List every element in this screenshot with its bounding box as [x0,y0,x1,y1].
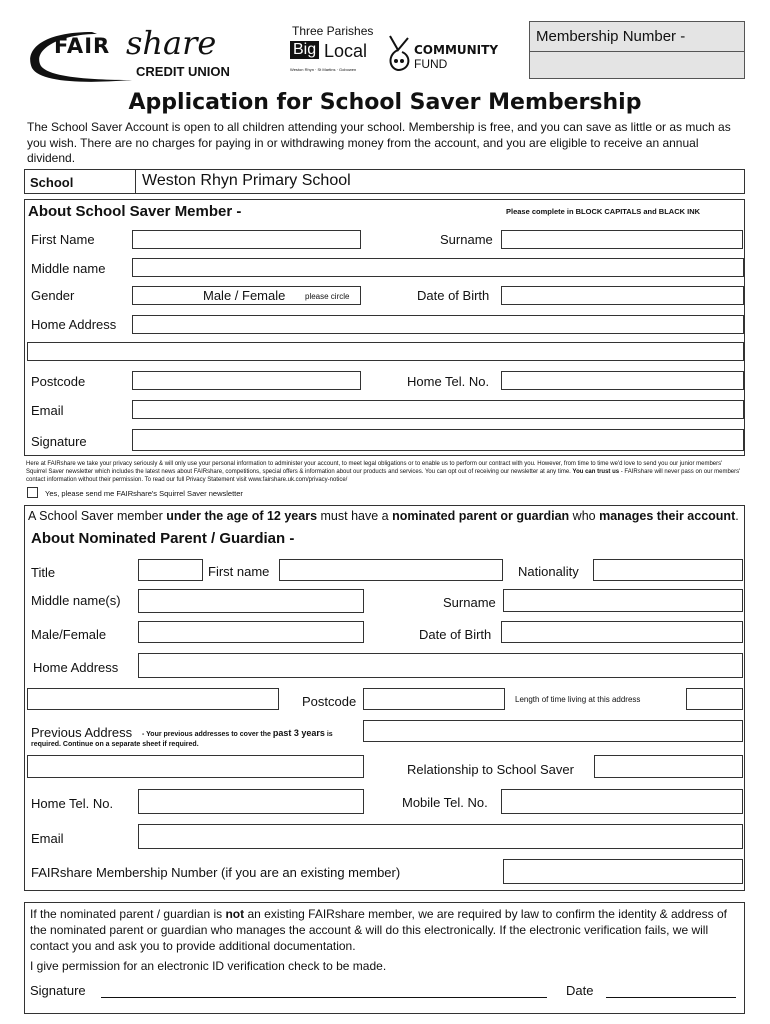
guardian-gender-label: Male/Female [31,627,107,642]
relationship-input[interactable] [594,755,743,778]
school-divider [135,170,136,193]
big-badge: Big [290,41,319,59]
postcode-input[interactable] [132,371,361,390]
guardian-intro [28,509,739,523]
community-text: COMMUNITY [414,43,499,57]
postcode-label: Postcode [31,374,86,389]
membership-number-label: Membership Number - [536,28,686,45]
guardian-intro-1: A School Saver member [28,509,167,523]
fund-text: FUND [414,57,448,71]
local-text: Local [324,41,368,61]
home-address-label: Home Address [31,317,117,332]
guardian-intro-7: . [735,509,739,523]
school-label: School [30,175,74,190]
intro-text: The School Saver Account is open to all children attending your school. Membership is free, and you can save as little or as much as you wish. There are no charges for paying in or withdrawing money from the account, and you are eligible to receive an annual dividend. [27,120,731,165]
home-address-input-2[interactable] [27,342,744,361]
privacy-trust: You can trust us [572,469,620,475]
surname-input[interactable] [501,230,743,249]
guardian-intro-6: manages their account [599,509,736,523]
dob-input[interactable] [501,286,744,305]
member-heading: About School Saver Member - [28,203,242,220]
newsletter-label: Yes, please send me FAIRshare's Squirrel Saver newsletter [45,489,243,498]
signature-input[interactable] [132,429,744,451]
privacy-text: Here at FAIRshare we take your privacy seriously & will only use your personal information to administer your account, to meet legal obligations or to enable us to perform our contract with you. However, from time to time we'd love to send you our junior members' Squirrel Saver newsletter which includes the latest news about FAIRshare, competitions, special offers & information about our products and services. You can opt out of receiving our newsletter at any time. [26,461,723,475]
guardian-email-input[interactable] [138,824,743,849]
membership-number-box[interactable] [529,21,745,79]
first-name-input[interactable] [132,230,361,249]
prev-note-3: is [324,731,333,738]
community-fund-logo [384,26,514,76]
consent-signature-label: Signature [30,983,86,998]
gender-label: Gender [31,288,75,303]
prev-note-2: past 3 years [272,728,325,738]
guardian-middle-names-input[interactable] [138,589,364,613]
previous-address-note-2: required. Continue on a separate sheet if required. [31,741,199,748]
home-tel-label: Home Tel. No. [407,374,490,389]
gender-options: Male / Female [203,288,286,303]
guardian-gender-input[interactable] [138,621,364,643]
consent-text-not: not [225,907,245,921]
consent-permission: I give permission for an electronic ID verification check to be made. [30,959,387,973]
consent-date-label: Date [566,983,594,998]
parishes-subtitle: Weston Rhyn · St Martins · Gobowen [290,67,357,72]
previous-address-input-2[interactable] [27,755,364,778]
school-field[interactable] [24,169,745,194]
privacy-notice [26,460,744,484]
guardian-home-tel-label: Home Tel. No. [31,796,114,811]
guardian-home-address-label: Home Address [33,660,119,675]
guardian-address-line-2[interactable] [27,688,279,710]
guardian-dob-input[interactable] [501,621,743,643]
guardian-intro-2: under the age of 12 years [166,509,318,523]
home-address-input-1[interactable] [132,315,744,334]
home-tel-input[interactable] [501,371,744,390]
gender-field[interactable] [132,286,361,305]
guardian-intro-4: nominated parent or guardian [392,509,570,523]
mobile-tel-label: Mobile Tel. No. [402,795,488,810]
first-name-label: First Name [31,232,95,247]
privacy-text-2: - FAIRshare will never pass on our members' contact information without their permission. To read our full Privacy Statement visit www.fairshare.uk.com/privacy-notice/ [26,469,741,483]
middle-name-input[interactable] [132,258,744,277]
fairshare-number-input[interactable] [503,859,743,884]
fairshare-number-label: FAIRshare Membership Number (if you are an existing member) [31,865,401,880]
logo-share: share [126,24,217,62]
mobile-tel-input[interactable] [501,789,743,814]
guardian-heading: About Nominated Parent / Guardian - [31,530,295,547]
fairshare-logo [22,22,247,84]
guardian-middle-names-label: Middle name(s) [31,593,121,608]
previous-address-input-1[interactable] [363,720,743,742]
guardian-title-input[interactable] [138,559,203,581]
logo-fair: FAIR [54,34,111,58]
consent-signature-line[interactable] [101,997,547,998]
please-circle-note: please circle [305,292,350,301]
guardian-intro-5: who [569,509,600,523]
logo-credit-union: CREDIT UNION [136,64,230,79]
previous-address-note [142,728,333,738]
prev-note-1: - Your previous addresses to cover the [142,731,273,738]
guardian-home-address-input[interactable] [138,653,743,678]
newsletter-checkbox[interactable] [27,487,38,498]
guardian-dob-label: Date of Birth [419,627,492,642]
consent-date-line[interactable] [606,997,736,998]
surname-label: Surname [440,232,493,247]
guardian-email-label: Email [31,831,64,846]
guardian-surname-label: Surname [443,595,496,610]
three-parishes: Three Parishes [292,24,374,38]
guardian-postcode-input[interactable] [363,688,505,710]
length-living-input[interactable] [686,688,743,710]
page-title: Application for School Saver Membership [128,90,642,115]
big-local-logo [290,24,380,76]
nationality-input[interactable] [593,559,743,581]
lottery-hand-icon [384,30,414,72]
guardian-home-tel-input[interactable] [138,789,364,814]
relationship-label: Relationship to School Saver [407,762,574,777]
guardian-title-label: Title [31,565,56,580]
guardian-first-name-label: First name [208,564,270,579]
email-label: Email [31,403,64,418]
membership-number-divider [530,51,744,52]
block-capitals-instruction: Please complete in BLOCK CAPITALS and BLACK INK [506,207,701,216]
length-living-label: Length of time living at this address [515,695,641,704]
middle-name-label: Middle name [31,261,106,276]
guardian-first-name-input[interactable] [279,559,503,581]
consent-text-a: If the nominated parent / guardian is [30,907,226,921]
consent-text-c: an existing FAIRshare member, we are required by law to confirm the identity & address of the nominated parent or guardian who manages the account & will do this electronically. If the electronic verification fails, we will contact you and ask you to provide additional documentation. [30,907,728,953]
nationality-label: Nationality [518,564,579,579]
guardian-intro-3: must have a [317,509,393,523]
guardian-postcode-label: Postcode [302,694,357,709]
previous-address-label: Previous Address [31,725,133,740]
guardian-surname-input[interactable] [503,589,743,612]
email-input[interactable] [132,400,744,419]
consent-paragraph [30,906,742,954]
school-value: Weston Rhyn Primary School [142,172,351,189]
dob-label: Date of Birth [417,288,490,303]
signature-label: Signature [31,434,87,449]
